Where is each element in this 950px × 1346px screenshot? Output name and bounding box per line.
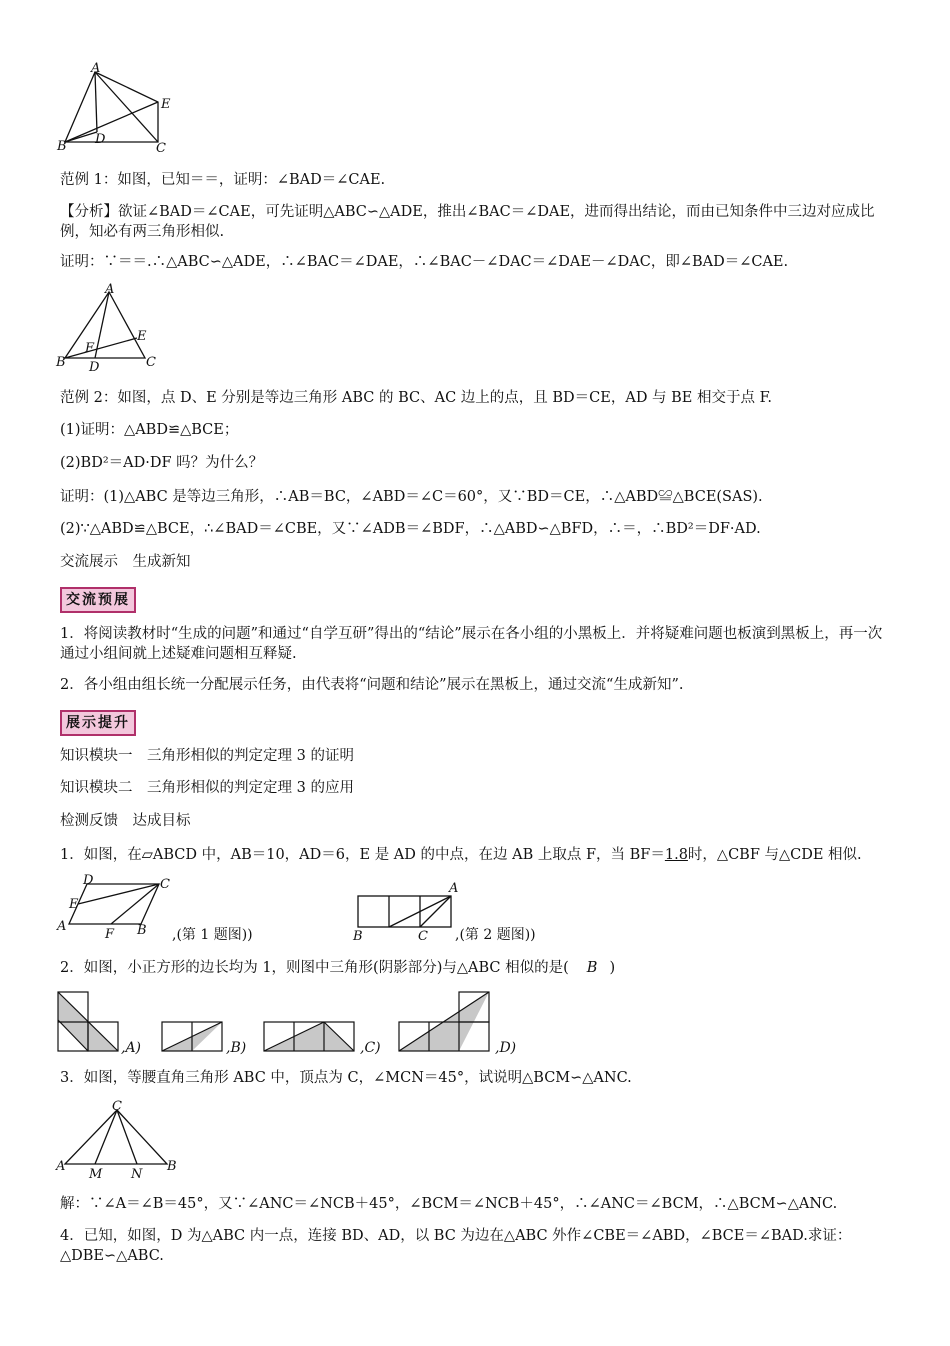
q1-fig-label: B [137,923,147,938]
example2-q1: (1)证明：△ABD≌△BCE； [60,422,239,438]
figure-2 [55,282,165,374]
q2-answer: B [586,960,598,976]
q2-fig-label: B [353,929,363,944]
example2-proof2: (2)∵△ABD≌△BCE，∴∠BAD＝∠CBE，又∵∠ADB＝∠BDF，∴△ABD∽△BFD，∴＝，∴BD²＝DF·AD. [60,521,761,537]
figure-q2 [348,876,463,946]
fig2-label: C [146,355,156,370]
q1-caption: ,(第 1 题图)) [172,927,253,943]
q3-fig-label: M [89,1167,103,1180]
q2-text: 2．如图，小正方形的边长均为 1，则图中三角形(阴影部分)与△ABC 相似的是( [60,960,569,976]
q1-fig-label: C [160,877,170,892]
example1-problem: 范例 1：如图，已知＝＝，证明：∠BAD＝∠CAE. [60,172,386,188]
fig2-label: E [137,329,147,344]
example1-analysis: 【分析】欲证∠BAD＝∠CAE，可先证明△ABC∽△ADE，推出∠BAC＝∠DAE，进而得出结论，而由已知条件中三边对应成比例，知必有两三角形相似. [60,204,875,240]
q2-fig-caption: ,(第 2 题图)) [455,927,536,943]
question-2 [60,958,615,978]
question-4: 4．已知，如图，D 为△ABC 内一点，连接 BD、AD，以 BC 为边在△ABC 外作∠CBE＝∠ABD，∠BCE＝∠BAD.求证：△DBE∽△ABC. [60,1228,852,1264]
module-1: 知识模块一 三角形相似的判定定理 3 的证明 [60,748,354,764]
section-heading: 交流展示 生成新知 [60,554,191,570]
figure-1 [55,62,185,154]
fig1-label: A [91,62,101,76]
badge-preview: 交流预展 [60,587,136,613]
badge-show: 展示提升 [60,710,136,736]
fig2-label: A [105,282,115,297]
q2-option-a: ,A) [121,1040,142,1056]
q2-option-c-figure [262,1020,360,1054]
q2-fig-label: A [449,881,459,896]
q2-option-a-figure [56,990,122,1054]
q2-fig-label: C [418,929,428,944]
example2-q2: (2)BD²＝AD·DF 吗？为什么？ [60,455,264,471]
example1-proof: 证明：∵＝＝.∴△ABC∽△ADE，∴∠BAC＝∠DAE，∴∠BAC－∠DAC＝∠DAE－∠DAC，即∠BAD＝∠CAE. [60,254,789,270]
example2-problem: 范例 2：如图，点 D、E 分别是等边三角形 ABC 的 BC、AC 边上的点，且 BD＝CE，AD 与 BE 相交于点 F. [60,390,773,406]
module-2: 知识模块二 三角形相似的判定定理 3 的应用 [60,780,354,796]
q2-option-d: ,D) [495,1040,517,1056]
q3-fig-label: C [112,1099,122,1114]
q2-option-d-figure [397,990,495,1054]
fig2-label: D [89,360,100,374]
q1-fig-label: D [83,873,94,888]
fig1-label: E [161,97,171,112]
q2-option-b: ,B) [226,1040,247,1056]
q2-option-c: ,C) [360,1040,381,1056]
feedback-heading: 检测反馈 达成目标 [60,813,191,829]
preview-item-2: 2．各小组由组长统一分配展示任务，由代表将“问题和结论”展示在黑板上，通过交流“生成新知”. [60,677,684,693]
q2-option-b-figure [160,1020,226,1054]
question-1 [60,845,862,865]
q1-fig-label: F [105,927,115,942]
q1-answer: 1.8 [664,847,688,863]
example2-proof1: 证明：(1)△ABC 是等边三角形，∴AB＝BC，∠ABD＝∠C＝60°，又∵BD＝CE，∴△ABD≌△BCE(SAS). [60,489,763,505]
q3-fig-label: B [167,1159,177,1174]
q2-text-end: ) [609,960,616,976]
q1-fig-label: E [69,897,79,912]
figure-q1 [55,872,175,942]
q3-fig-label: N [131,1167,143,1180]
fig2-label: B [56,355,66,370]
fig1-label: B [57,139,67,154]
preview-item-1: 1．将阅读教材时“生成的问题”和通过“自学互研”得出的“结论”展示在各小组的小黑板上．并将疑难问题也板演到黑板上，再一次通过小组间就上述疑难问题相互释疑. [60,626,883,662]
question-3: 3．如图，等腰直角三角形 ABC 中，顶点为 C，∠MCN＝45°，试说明△BCM∽△ANC. [60,1070,632,1086]
fig1-label: C [156,141,166,154]
q1-text: 1．如图，在▱ABCD 中，AB＝10，AD＝6，E 是 AD 的中点，在边 AB 上取点 F，当 BF＝ [60,847,665,863]
q3-fig-label: A [56,1159,66,1174]
fig2-label: F [85,341,95,356]
fig1-label: D [95,132,106,147]
q3-solution: 解：∵∠A＝∠B＝45°，又∵∠ANC＝∠NCB＋45°，∠BCM＝∠NCB＋45°，∴∠ANC＝∠BCM，∴△BCM∽△ANC. [60,1196,838,1212]
figure-q3 [55,1098,180,1180]
q1-text-end: 时，△CBF 与△CDE 相似. [687,847,862,863]
q1-fig-label: A [57,919,67,934]
